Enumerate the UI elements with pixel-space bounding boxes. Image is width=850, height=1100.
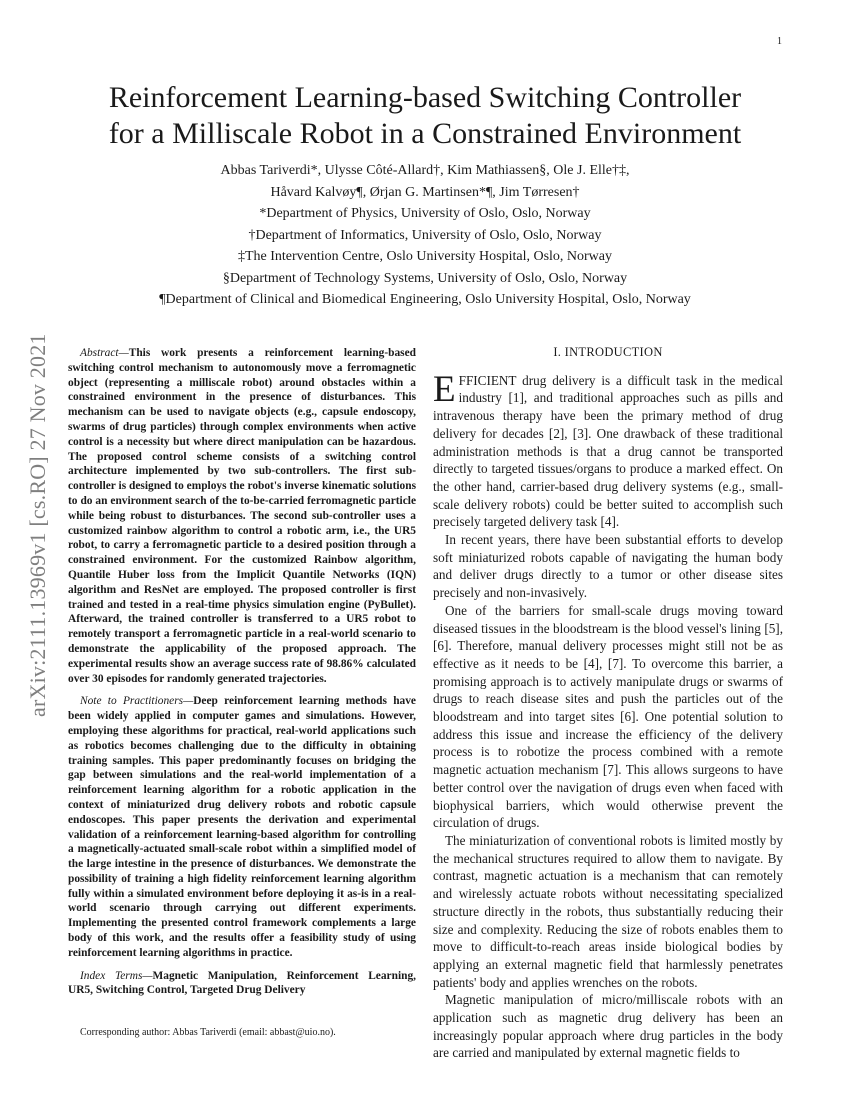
left-column [68,346,416,1006]
index-terms-text: Magnetic Manipulation, Reinforcement Learning, UR5, Switching Control, Targeted Drug Delivery [68,969,416,997]
author-line-2: Håvard Kalvøy¶, Ørjan G. Martinsen*¶, Jim Tørresen† [270,184,580,200]
abstract-text: This work presents a reinforcement learning-based switching control mechanism to autonomously move a ferromagnetic object (representing a milliscale robot) around obstacles within a constrained environment in the presence of disturbances. This mechanism can be used to navigate objects (e.g., capsule endoscopy, swarms of drug particles) through complex environments when active control is a necessity but where direct manipulation can be hazardous. The proposed control scheme consists of a switching control architecture implemented by two sub-controllers. The first sub-controller is designed to employs the robot's inverse kinematic solutions to do an environment search of the to-be-carried ferromagnetic particle while being robust to disturbances. The second sub-controller uses a customized rainbow algorithm to control a robotic arm, i.e., the UR5 robot, to carry a ferromagnetic particle to a desired position through a constrained environment. For the customized Rainbow algorithm, Quantile Huber loss from the Implicit Quantile Networks (IQN) algorithm and ResNet are employed. The proposed controller is first trained and tested in a real-time physics simulation engine (PyBullet). Afterward, the trained controller is transferred to a UR5 robot to remotely transport a ferromagnetic particle in a real-world scenario to demonstrate the applicability of the proposed approach. The experimental results show an average success rate of 98.86% calculated over 30 episodes for randomly generated trajectories. [68,347,416,685]
affiliation: ¶Department of Clinical and Biomedical Engineering, Oslo University Hospital, Oslo, Norway [159,292,691,307]
note-text: Deep reinforcement learning methods have been widely applied in computer games and simulations. However, employing these algorithms for practical, real-world applications such as robotics becomes challenging due to the difficulty in obtaining training samples. This paper predominantly focuses on bridging the gap between simulations and the real-world implementation of a reinforcement learning algorithm for a robotic application in the context of miniaturized drug delivery robots and robotic capsule endoscopes. This paper presents the derivation and experimental validation of a reinforcement learning-based algorithm for controlling a magnetically-actuated small-scale robot within a simplified model of the large intestine in the presence of disturbances. We demonstrate the possibility of training a high fidelity reinforcement learning algorithm fully within a simulated environment before deploying it as-is in a real-world scenario through carrying out different experiments. Implementing the presented control framework complements a large body of this work, and the results offer a feasibility study of using reinforcement learning algorithms in practice. [68,695,416,959]
index-terms [68,969,416,999]
corresponding-author-footnote: Corresponding author: Abbas Tariverdi (email: abbast@uio.no). [80,1027,336,1038]
section-heading: I. INTRODUCTION [553,345,663,359]
intro-paragraph: EFFICIENT drug delivery is a difficult task in the medical industry [1], and traditional approaches such as pills and intravenous therapy have been the primary method of drug delivery for decades [2], [3]. One drawback of these traditional administration methods is that a drug cannot be transported directly to targeted tissues/organs to produce a marked effect. On the other hand, carrier-based drug delivery systems (e.g., small-scale delivery robots) could be better suited to accomplish such precisely targeted delivery task [4]. [433,368,783,530]
affiliation: †Department of Informatics, University of Oslo, Oslo, Norway [248,227,602,243]
author-block [60,160,790,311]
abstract-label: Abstract— [80,347,129,359]
intro-paragraph: In recent years, there have been substantial efforts to develop soft miniaturized robots capable of navigating the human body and deliver drugs directly to a tumor or other disease sites precisely and non-invasively. [433,532,783,601]
drop-cap: E [433,368,456,410]
paper-title [60,80,790,152]
affiliation: *Department of Physics, University of Oslo, Oslo, Norway [259,206,591,221]
intro-paragraph: The miniaturization of conventional robots is limited mostly by the mechanical structures required to allow them to navigate. By contrast, magnetic actuation is a mechanism that can remotely and wirelessly actuate robots without necessitating specialized structure directly in the robots, thus substantially reducing their size and complexity. Reducing the size of robots enables them to move to difficult-to-reach areas inside biological bodies by applying an external magnetic field that harmlessly penetrates patients' body and applies wrenches on the robots. [433,832,783,990]
index-terms-label: Index Terms— [80,969,153,982]
affiliation: §Department of Technology Systems, University of Oslo, Oslo, Norway [222,270,628,286]
note-to-practitioners [68,694,416,960]
note-label: Note to Practitioners— [80,695,194,708]
page-number: 1 [777,36,782,47]
intro-paragraph: Magnetic manipulation of micro/milliscale robots with an application such as magnetic drug delivery has been an increasingly popular approach where drug particles in the body are carried and manipulated by external magnetic fields to [433,992,783,1061]
affiliation: ‡The Intervention Centre, Oslo University Hospital, Oslo, Norway [237,249,613,264]
intro-paragraph: One of the barriers for small-scale drugs moving toward diseased tissues in the bloodstream is the blood vessel's lining [5], [6]. Therefore, manual delivery processes might still not be as effective as it needs to be [4], [7]. To overcome this barrier, a promising approach is to actively manipulate drugs or swarms of drugs to reach disease sites and push the particles out of the bloodstream and into target sites [6]. One potential solution to address this issue and increase the efficiency of the delivery process is to robotize the process combined with a remote magnetic actuation mechanism [7]. This allows surgeons to have better control over the navigation of drugs even when faced with biophysical barriers, which would otherwise prevent the circulation of drugs. [433,602,783,831]
title-line-1: Reinforcement Learning-based Switching Controller [108,81,742,114]
abstract [68,346,416,686]
right-column [433,344,783,1062]
arxiv-stamp: arXiv:2111.13969v1 [cs.RO] 27 Nov 2021 [25,333,50,717]
author-line-1: Abbas Tariverdi*, Ulysse Côté-Allard†, Kim Mathiassen§, Ole J. Elle†‡, [220,163,630,178]
title-line-2: for a Milliscale Robot in a Constrained Environment [108,117,742,150]
